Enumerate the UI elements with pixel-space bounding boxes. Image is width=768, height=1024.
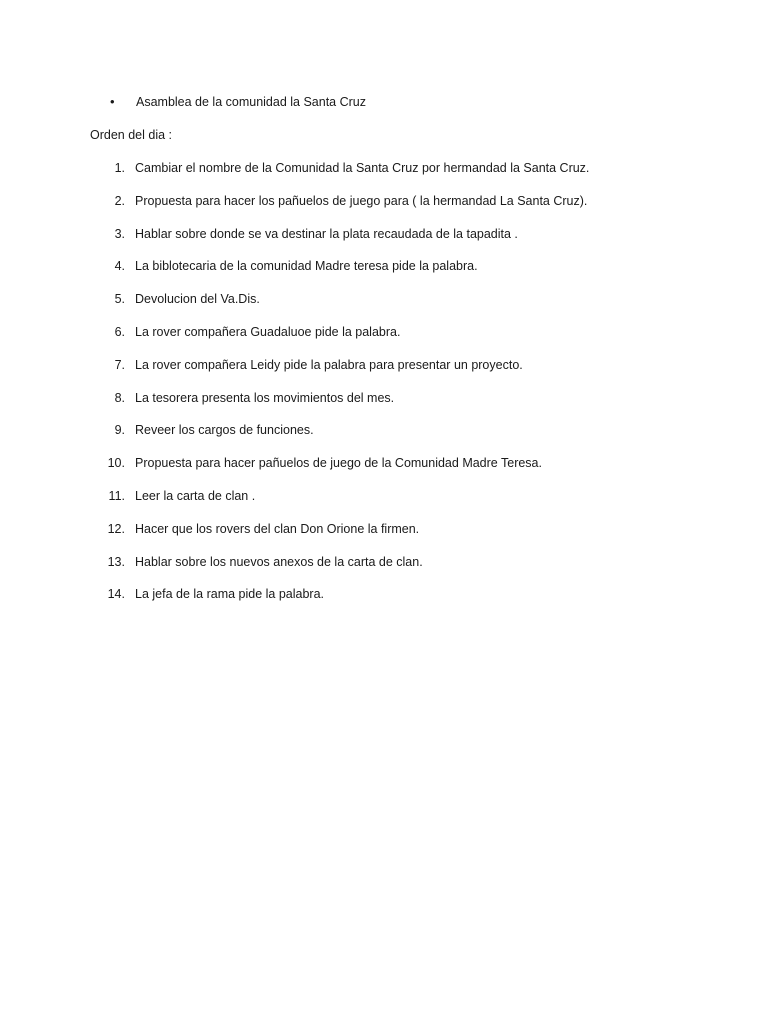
agenda-item-text: La biblotecaria de la comunidad Madre teresa pide la palabra.	[135, 259, 478, 274]
agenda-item-number: 14.	[107, 587, 125, 602]
agenda-item	[0, 160, 768, 193]
agenda-item-text: Devolucion del Va.Dis.	[135, 292, 260, 307]
agenda-item	[0, 193, 768, 226]
agenda-item-text: Hacer que los rovers del clan Don Orione la firmen.	[135, 521, 420, 536]
agenda-item-text: Cambiar el nombre de la Comunidad la Santa Cruz por hermandad la Santa Cruz.	[135, 161, 590, 175]
agenda-item	[0, 390, 768, 423]
agenda-item	[0, 291, 768, 324]
agenda-item-number: 2.	[114, 193, 125, 208]
agenda-item-text: Leer la carta de clan .	[135, 488, 256, 503]
agenda-item	[0, 324, 768, 357]
agenda-item-text: Propuesta para hacer pañuelos de juego de la Comunidad Madre Teresa.	[135, 456, 542, 471]
agenda-list	[0, 160, 768, 619]
agenda-item-number: 1.	[114, 161, 125, 175]
agenda-item-number: 13.	[107, 554, 125, 569]
agenda-item-number: 5.	[114, 292, 125, 307]
agenda-item-number: 11.	[108, 488, 125, 503]
agenda-item	[0, 455, 768, 488]
agenda-item-text: Reveer los cargos de funciones.	[135, 423, 314, 438]
agenda-heading: Orden del dia :	[90, 128, 172, 142]
agenda-item	[0, 226, 768, 259]
agenda-item-number: 6.	[114, 324, 125, 339]
agenda-item	[0, 258, 768, 291]
agenda-item-number: 7.	[114, 357, 125, 372]
agenda-item	[0, 357, 768, 390]
agenda-item-text: La rover compañera Leidy pide la palabra para presentar un proyecto.	[135, 357, 523, 372]
agenda-item	[0, 521, 768, 554]
agenda-item-number: 12.	[107, 521, 125, 536]
agenda-item	[0, 554, 768, 587]
agenda-item-number: 9.	[114, 423, 125, 438]
agenda-item-number: 4.	[114, 259, 125, 274]
bullet-text: Asamblea de la comunidad la Santa Cruz	[136, 95, 366, 109]
agenda-item-number: 3.	[114, 226, 125, 241]
agenda-item-text: La rover compañera Guadaluoe pide la palabra.	[135, 324, 401, 339]
agenda-item	[0, 586, 768, 619]
agenda-item	[0, 422, 768, 455]
agenda-item-text: La jefa de la rama pide la palabra.	[135, 587, 325, 602]
bullet-icon: •	[110, 94, 115, 109]
agenda-item-number: 10.	[107, 456, 125, 471]
agenda-item-text: Hablar sobre donde se va destinar la plata recaudada de la tapadita .	[135, 226, 518, 241]
agenda-item	[0, 488, 768, 521]
agenda-item-text: Propuesta para hacer los pañuelos de juego para ( la hermandad La Santa Cruz).	[135, 193, 588, 208]
agenda-item-text: Hablar sobre los nuevos anexos de la carta de clan.	[135, 554, 423, 569]
agenda-item-text: La tesorera presenta los movimientos del mes.	[135, 390, 395, 405]
agenda-item-number: 8.	[114, 390, 125, 405]
